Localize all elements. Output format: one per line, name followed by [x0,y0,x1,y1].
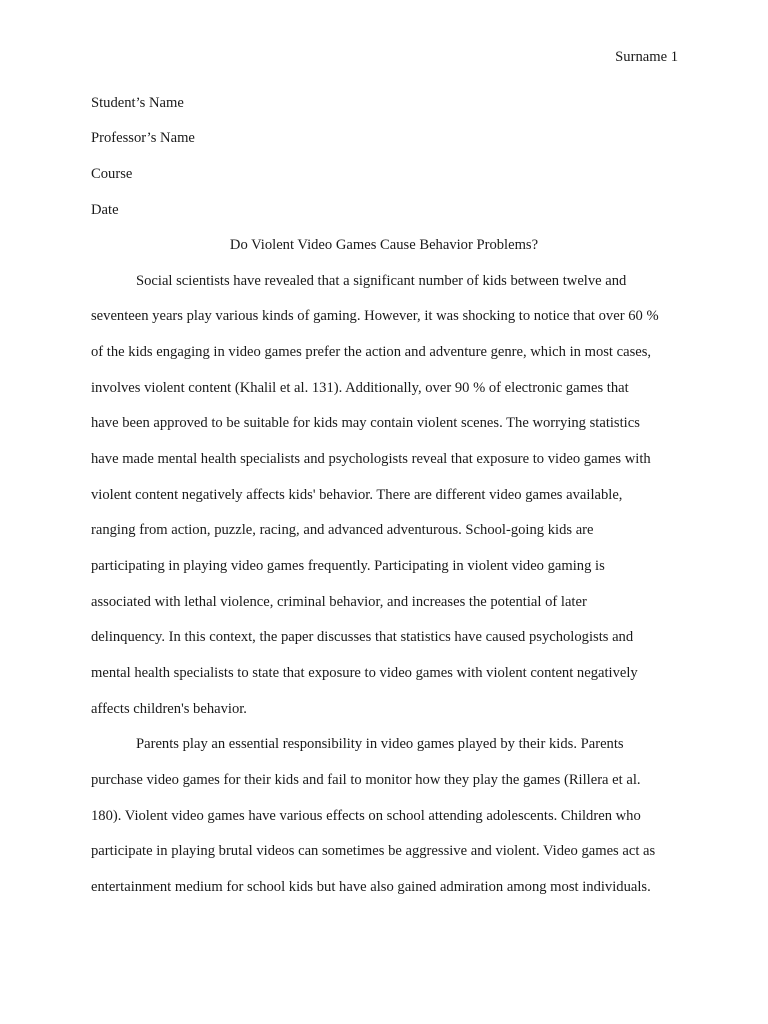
paragraph-line: have been approved to be suitable for kids may contain violent scenes. The worrying statistics [91,415,640,431]
student-name: Student’s Name [91,95,184,111]
paragraph-line: Parents play an essential responsibility in video games played by their kids. Parents [136,736,624,752]
paragraph-line: participating in playing video games frequently. Participating in violent video gaming is [91,558,605,574]
paragraph-line: 180). Violent video games have various effects on school attending adolescents. Children who [91,808,641,824]
running-head: Surname 1 [615,49,678,65]
paragraph-line: ranging from action, puzzle, racing, and advanced adventurous. School-going kids are [91,522,594,538]
professor-name: Professor’s Name [91,130,195,146]
paragraph-line: associated with lethal violence, criminal behavior, and increases the potential of later [91,594,587,610]
paragraph-line: affects children's behavior. [91,701,247,717]
paragraph-line: involves violent content (Khalil et al. 131). Additionally, over 90 % of electronic games that [91,380,629,396]
paragraph-line: delinquency. In this context, the paper discusses that statistics have caused psychologists and [91,629,634,645]
paragraph-line: purchase video games for their kids and fail to monitor how they play the games (Rillera et al. [91,772,641,788]
paragraph-line: Social scientists have revealed that a significant number of kids between twelve and [136,273,627,289]
date: Date [91,202,119,218]
paragraph-line: mental health specialists to state that exposure to video games with violent content negatively [91,665,638,681]
paragraph-line: participate in playing brutal videos can sometimes be aggressive and violent. Video games act as [91,843,656,859]
essay-title: Do Violent Video Games Cause Behavior Problems? [229,237,539,253]
paragraph-line: entertainment medium for school kids but have also gained admiration among most individuals. [91,879,651,895]
paragraph-line: seventeen years play various kinds of gaming. However, it was shocking to notice that over 60 % [91,308,659,324]
paragraph-line: have made mental health specialists and psychologists reveal that exposure to video games with [91,451,651,467]
paragraph-line: violent content negatively affects kids' behavior. There are different video games available, [91,487,623,503]
course: Course [91,166,133,182]
paragraph-line: of the kids engaging in video games prefer the action and adventure genre, which in most cases, [91,344,652,360]
